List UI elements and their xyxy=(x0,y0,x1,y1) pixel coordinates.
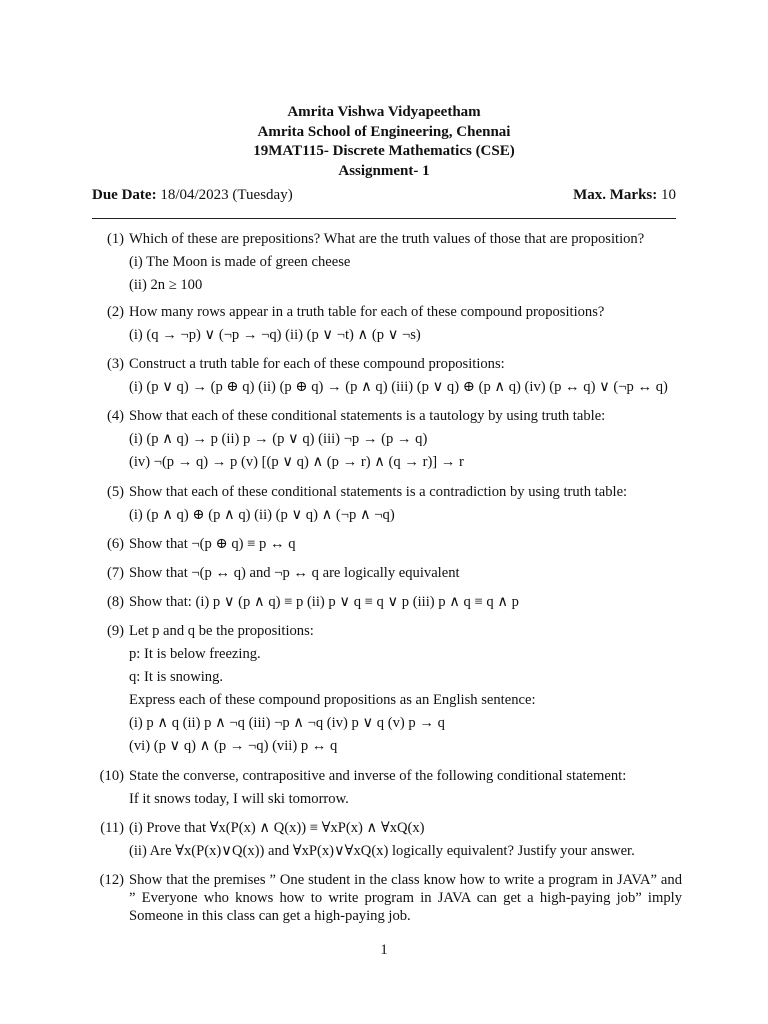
question-line: (ii) Are ∀x(P(x)∨Q(x)) and ∀xP(x)∨∀xQ(x) logically equivalent? Justify your answer. xyxy=(129,843,635,859)
question-body xyxy=(129,228,682,297)
question-number: (2) xyxy=(106,304,124,320)
question-line: (vi) (p ∨ q) ∧ (p → ¬q) (vii) p ↔ q xyxy=(129,738,338,754)
question-line: State the converse, contrapositive and inverse of the following conditional statement: xyxy=(129,768,627,784)
question-body xyxy=(129,869,682,925)
header-divider xyxy=(92,218,676,219)
question-line: (iv) ¬(p → q) → p (v) [(p ∨ q) ∧ (p → r) ∧ (q → r)] → r xyxy=(129,454,464,470)
question-line: Express each of these compound propositions as an English sentence: xyxy=(129,692,536,708)
question-line: Show that: (i) p ∨ (p ∧ q) ≡ p (ii) p ∨ q ≡ q ∨ p (iii) p ∧ q ≡ q ∧ p xyxy=(129,594,519,610)
question-line: Let p and q be the propositions: xyxy=(129,623,314,639)
question-body xyxy=(129,591,682,614)
question-number: (11) xyxy=(100,820,124,836)
question-body xyxy=(129,533,682,556)
document-header xyxy=(0,103,768,181)
question-number: (4) xyxy=(106,408,124,424)
question-number: (1) xyxy=(106,231,124,247)
max-marks-label: Max. Marks: xyxy=(573,187,658,203)
max-marks xyxy=(573,187,676,204)
question-line: q: It is snowing. xyxy=(129,669,224,685)
due-date xyxy=(92,187,293,204)
question-line: How many rows appear in a truth table for each of these compound propositions? xyxy=(129,304,605,320)
question-body xyxy=(129,353,682,399)
assignment-title: Assignment- 1 xyxy=(338,162,430,179)
page-number: 1 xyxy=(380,942,388,958)
question-number: (3) xyxy=(106,356,124,372)
question-body xyxy=(129,620,682,758)
max-marks-value: 10 xyxy=(661,187,676,203)
question-line: (i) p ∧ q (ii) p ∧ ¬q (iii) ¬p ∧ ¬q (iv) p ∨ q (v) p → q xyxy=(129,715,445,731)
question-body xyxy=(129,562,682,585)
question-body xyxy=(129,405,682,474)
question-number: (9) xyxy=(106,623,124,639)
question-number: (8) xyxy=(106,594,124,610)
question-line: Show that each of these conditional statements is a tautology by using truth table: xyxy=(129,408,606,424)
question-line: If it snows today, I will ski tomorrow. xyxy=(129,791,349,807)
question-body xyxy=(129,481,682,527)
question-number: (7) xyxy=(106,565,124,581)
question-line: Which of these are prepositions? What are the truth values of those that are proposition? xyxy=(129,231,645,247)
university-name: Amrita Vishwa Vidyapeetham xyxy=(287,104,481,120)
question-line: p: It is below freezing. xyxy=(129,646,261,662)
question-body xyxy=(129,301,682,347)
question-line: (i) Prove that ∀x(P(x) ∧ Q(x)) ≡ ∀xP(x) ∧ ∀xQ(x) xyxy=(129,820,425,836)
question-line: Show that the premises ” One student in the class know how to write a program in JAVA” and ” Everyone who knows how to write program in JAVA can get a high-paying job” imply Someone in this class can get a high-paying job. xyxy=(129,872,682,924)
question-line: (i) The Moon is made of green cheese xyxy=(129,254,351,270)
question-number: (12) xyxy=(99,872,124,888)
question-line: (i) (p ∧ q) ⊕ (p ∧ q) (ii) (p ∨ q) ∧ (¬p ∧ ¬q) xyxy=(129,507,395,523)
course-title: 19MAT115- Discrete Mathematics (CSE) xyxy=(253,143,515,159)
question-line: Show that ¬(p ↔ q) and ¬p ↔ q are logically equivalent xyxy=(129,565,460,581)
due-date-label: Due Date: xyxy=(92,187,157,203)
due-date-value: 18/04/2023 (Tuesday) xyxy=(160,187,293,203)
question-number: (10) xyxy=(99,768,124,784)
question-line: (i) (p ∨ q) → (p ⊕ q) (ii) (p ⊕ q) → (p ∧ q) (iii) (p ∨ q) ⊕ (p ∧ q) (iv) (p ↔ q) ∨ (¬p ↔ q) xyxy=(129,379,668,395)
question-body xyxy=(129,817,682,863)
question-line: (ii) 2n ≥ 100 xyxy=(129,277,203,293)
question-line: Show that ¬(p ⊕ q) ≡ p ↔ q xyxy=(129,536,296,552)
question-line: (i) (q → ¬p) ∨ (¬p → ¬q) (ii) (p ∨ ¬t) ∧ (p ∨ ¬s) xyxy=(129,327,421,343)
question-number: (6) xyxy=(106,536,124,552)
question-line: Show that each of these conditional statements is a contradiction by using truth table: xyxy=(129,484,628,500)
question-line: Construct a truth table for each of these compound propositions: xyxy=(129,356,505,372)
question-body xyxy=(129,765,682,811)
due-date-row xyxy=(92,187,676,207)
school-name: Amrita School of Engineering, Chennai xyxy=(257,123,511,140)
question-number: (5) xyxy=(106,484,124,500)
question-line: (i) (p ∧ q) → p (ii) p → (p ∨ q) (iii) ¬p → (p → q) xyxy=(129,431,428,447)
